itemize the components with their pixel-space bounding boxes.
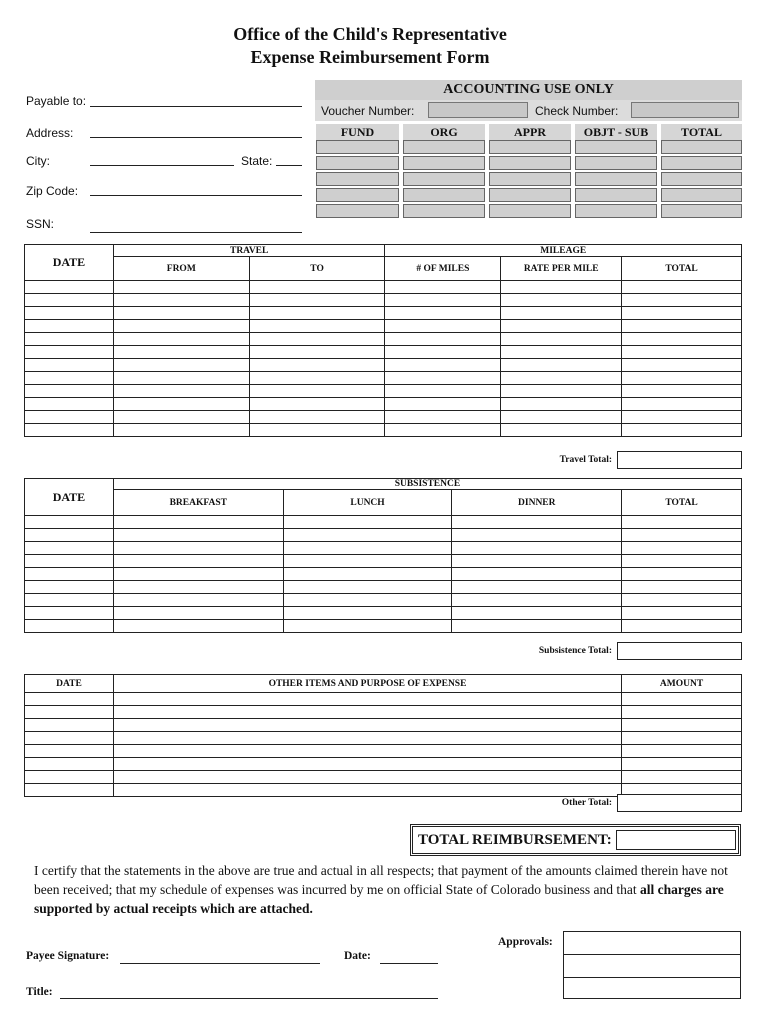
accounting-cell[interactable]	[316, 140, 399, 154]
table-cell[interactable]	[25, 281, 114, 294]
table-cell[interactable]	[501, 424, 622, 437]
table-cell[interactable]	[113, 411, 249, 424]
accounting-cell[interactable]	[575, 172, 657, 186]
table-cell[interactable]	[113, 529, 283, 542]
approval-line-1[interactable]	[564, 932, 740, 955]
mileage-group-header: MILEAGE	[385, 245, 742, 257]
table-cell[interactable]	[25, 516, 114, 529]
table-cell[interactable]	[501, 320, 622, 333]
table-cell[interactable]	[113, 333, 249, 346]
table-cell[interactable]	[113, 281, 249, 294]
table-cell[interactable]	[25, 719, 114, 732]
table-cell[interactable]	[622, 346, 742, 359]
travel-row	[25, 294, 742, 307]
table-cell[interactable]	[113, 359, 249, 372]
table-cell[interactable]	[113, 398, 249, 411]
table-cell[interactable]	[622, 555, 742, 568]
ssn-field[interactable]	[90, 232, 302, 233]
accounting-cell[interactable]	[403, 156, 485, 170]
table-cell[interactable]	[25, 771, 114, 784]
other-row	[25, 732, 742, 745]
table-cell[interactable]	[622, 281, 742, 294]
table-cell[interactable]	[501, 398, 622, 411]
table-cell[interactable]	[385, 372, 501, 385]
certification-text: I certify that the statements in the above are true and actual in all respects; that payment of the amounts claimed therein have not been received; that my schedule of expenses was incurred by me on official State of Colorado business and that	[34, 863, 728, 897]
travel-total-label: Travel Total:	[559, 455, 612, 465]
table-cell[interactable]	[385, 320, 501, 333]
state-label: State:	[241, 154, 273, 168]
zip-field[interactable]	[90, 195, 302, 196]
accounting-cell[interactable]	[575, 156, 657, 170]
subsistence-row	[25, 607, 742, 620]
other-total-label: Other Total:	[561, 798, 612, 808]
table-cell[interactable]	[25, 307, 114, 320]
table-cell[interactable]	[25, 706, 114, 719]
table-cell[interactable]	[25, 784, 114, 797]
table-cell[interactable]	[385, 398, 501, 411]
table-cell[interactable]	[622, 359, 742, 372]
payable-to-label: Payable to:	[26, 94, 87, 108]
other-row	[25, 758, 742, 771]
table-cell[interactable]	[622, 411, 742, 424]
table-cell[interactable]	[385, 333, 501, 346]
table-cell[interactable]	[622, 333, 742, 346]
table-cell[interactable]	[283, 555, 452, 568]
table-cell[interactable]	[283, 607, 452, 620]
table-cell[interactable]	[622, 568, 742, 581]
table-cell[interactable]	[113, 706, 621, 719]
accounting-cell[interactable]	[316, 204, 399, 218]
table-cell[interactable]	[622, 732, 742, 745]
subsistence-col-date: DATE	[25, 479, 114, 516]
table-cell[interactable]	[385, 294, 501, 307]
table-cell[interactable]	[622, 424, 742, 437]
accounting-cell[interactable]	[489, 140, 571, 154]
table-cell[interactable]	[113, 516, 283, 529]
table-cell[interactable]	[113, 693, 621, 706]
table-cell[interactable]	[113, 294, 249, 307]
accounting-cell[interactable]	[316, 172, 399, 186]
acct-col-fund: FUND	[316, 124, 399, 140]
other-items-table	[24, 674, 742, 797]
table-cell[interactable]	[25, 424, 114, 437]
subsistence-col-dinner: DINNER	[452, 490, 622, 516]
table-cell[interactable]	[622, 594, 742, 607]
table-cell[interactable]	[501, 411, 622, 424]
table-cell[interactable]	[25, 693, 114, 706]
travel-col-from: FROM	[113, 257, 249, 281]
table-cell[interactable]	[452, 529, 622, 542]
table-cell[interactable]	[452, 555, 622, 568]
table-cell[interactable]	[25, 758, 114, 771]
table-cell[interactable]	[113, 771, 621, 784]
table-cell[interactable]	[113, 607, 283, 620]
travel-col-total: TOTAL	[622, 257, 742, 281]
accounting-cell[interactable]	[403, 188, 485, 202]
voucher-number-label: Voucher Number:	[321, 104, 415, 118]
table-cell[interactable]	[25, 529, 114, 542]
table-cell[interactable]	[501, 359, 622, 372]
subsistence-col-breakfast: BREAKFAST	[113, 490, 283, 516]
subsistence-row	[25, 529, 742, 542]
table-cell[interactable]	[25, 398, 114, 411]
table-cell[interactable]	[385, 346, 501, 359]
table-cell[interactable]	[249, 424, 385, 437]
table-cell[interactable]	[25, 732, 114, 745]
ssn-label: SSN:	[26, 217, 55, 231]
table-cell[interactable]	[622, 719, 742, 732]
table-cell[interactable]	[622, 758, 742, 771]
table-cell[interactable]	[283, 594, 452, 607]
table-cell[interactable]	[385, 411, 501, 424]
subsistence-total-label: Subsistence Total:	[538, 646, 612, 656]
travel-row	[25, 359, 742, 372]
subsistence-group-header: SUBSISTENCE	[113, 479, 741, 490]
table-cell[interactable]	[622, 529, 742, 542]
check-number-label: Check Number:	[535, 104, 619, 118]
table-cell[interactable]	[113, 372, 249, 385]
subsistence-row	[25, 542, 742, 555]
certification-text-bold: all charges are supported by actual receipts which are attached.	[34, 882, 724, 916]
other-row	[25, 745, 742, 758]
title-field[interactable]	[60, 998, 438, 999]
subsistence-row	[25, 581, 742, 594]
acct-col-objt-sub: OBJT - SUB	[575, 124, 657, 140]
table-cell[interactable]	[622, 372, 742, 385]
table-cell[interactable]	[452, 620, 622, 633]
table-cell[interactable]	[25, 359, 114, 372]
table-cell[interactable]	[25, 333, 114, 346]
accounting-cell[interactable]	[489, 204, 571, 218]
table-cell[interactable]	[622, 581, 742, 594]
table-cell[interactable]	[283, 529, 452, 542]
table-cell[interactable]	[25, 294, 114, 307]
travel-row	[25, 398, 742, 411]
table-cell[interactable]	[385, 359, 501, 372]
table-cell[interactable]	[113, 320, 249, 333]
table-cell[interactable]	[622, 620, 742, 633]
other-row	[25, 719, 742, 732]
accounting-heading: ACCOUNTING USE ONLY	[315, 80, 742, 100]
accounting-cell[interactable]	[489, 172, 571, 186]
travel-row	[25, 333, 742, 346]
table-cell[interactable]	[622, 398, 742, 411]
state-field[interactable]	[276, 165, 302, 166]
subsistence-total-field[interactable]	[617, 642, 742, 660]
table-cell[interactable]	[25, 346, 114, 359]
other-total-field[interactable]	[617, 794, 742, 812]
table-cell[interactable]	[113, 784, 621, 797]
table-cell[interactable]	[113, 346, 249, 359]
travel-row	[25, 320, 742, 333]
other-row	[25, 693, 742, 706]
city-label: City:	[26, 154, 50, 168]
total-reimbursement-field[interactable]	[616, 830, 736, 850]
table-cell[interactable]	[25, 555, 114, 568]
table-cell[interactable]	[249, 294, 385, 307]
travel-row	[25, 281, 742, 294]
table-cell[interactable]	[622, 706, 742, 719]
table-cell[interactable]	[622, 307, 742, 320]
table-cell[interactable]	[501, 281, 622, 294]
table-cell[interactable]	[113, 307, 249, 320]
travel-row	[25, 346, 742, 359]
table-cell[interactable]	[249, 281, 385, 294]
acct-col-total: TOTAL	[661, 124, 742, 140]
travel-col-miles: # OF MILES	[385, 257, 501, 281]
subsistence-table	[24, 478, 742, 633]
address-label: Address:	[26, 126, 74, 140]
subsistence-col-lunch: LUNCH	[283, 490, 452, 516]
table-cell[interactable]	[283, 620, 452, 633]
table-cell[interactable]	[501, 385, 622, 398]
table-cell[interactable]	[249, 411, 385, 424]
other-col-amount: AMOUNT	[622, 675, 742, 693]
payee-signature-field[interactable]	[120, 963, 320, 964]
table-cell[interactable]	[622, 294, 742, 307]
other-col-purpose: OTHER ITEMS AND PURPOSE OF EXPENSE	[113, 675, 621, 693]
table-cell[interactable]	[113, 732, 621, 745]
table-cell[interactable]	[622, 320, 742, 333]
table-cell[interactable]	[25, 581, 114, 594]
subsistence-row	[25, 620, 742, 633]
table-cell[interactable]	[113, 758, 621, 771]
accounting-cell[interactable]	[575, 188, 657, 202]
address-field[interactable]	[90, 137, 302, 138]
table-cell[interactable]	[385, 385, 501, 398]
table-cell[interactable]	[622, 693, 742, 706]
subsistence-row	[25, 516, 742, 529]
accounting-cell[interactable]	[489, 188, 571, 202]
total-reimbursement-label: TOTAL REIMBURSEMENT:	[418, 832, 612, 848]
table-cell[interactable]	[622, 542, 742, 555]
table-cell[interactable]	[113, 594, 283, 607]
certification-statement	[34, 861, 734, 918]
table-cell[interactable]	[501, 307, 622, 320]
travel-row	[25, 372, 742, 385]
table-cell[interactable]	[452, 594, 622, 607]
accounting-cell[interactable]	[489, 156, 571, 170]
table-cell[interactable]	[113, 581, 283, 594]
accounting-cell[interactable]	[403, 172, 485, 186]
approvals-box	[563, 931, 741, 999]
table-cell[interactable]	[249, 307, 385, 320]
table-cell[interactable]	[113, 385, 249, 398]
table-cell[interactable]	[452, 516, 622, 529]
table-cell[interactable]	[622, 745, 742, 758]
table-cell[interactable]	[283, 568, 452, 581]
payee-signature-label: Payee Signature:	[26, 950, 110, 962]
table-cell[interactable]	[25, 620, 114, 633]
payable-to-field[interactable]	[90, 106, 302, 107]
table-cell[interactable]	[283, 581, 452, 594]
table-cell[interactable]	[452, 542, 622, 555]
travel-col-date: DATE	[25, 245, 114, 281]
approval-line-3[interactable]	[564, 978, 740, 1000]
other-row	[25, 706, 742, 719]
table-cell[interactable]	[452, 568, 622, 581]
table-cell[interactable]	[113, 555, 283, 568]
table-cell[interactable]	[501, 346, 622, 359]
table-cell[interactable]	[385, 281, 501, 294]
other-row	[25, 771, 742, 784]
table-cell[interactable]	[452, 581, 622, 594]
table-cell[interactable]	[113, 620, 283, 633]
travel-row	[25, 411, 742, 424]
signature-date-field[interactable]	[380, 963, 438, 964]
approval-line-2[interactable]	[564, 955, 740, 978]
accounting-cell[interactable]	[661, 188, 742, 202]
table-cell[interactable]	[622, 385, 742, 398]
table-cell[interactable]	[113, 424, 249, 437]
title-label: Title:	[26, 986, 53, 998]
travel-row	[25, 385, 742, 398]
table-cell[interactable]	[622, 516, 742, 529]
signature-date-label: Date:	[344, 950, 371, 962]
table-cell[interactable]	[25, 372, 114, 385]
accounting-cell[interactable]	[575, 204, 657, 218]
table-cell[interactable]	[283, 516, 452, 529]
accounting-cell[interactable]	[403, 140, 485, 154]
table-cell[interactable]	[283, 542, 452, 555]
accounting-cell[interactable]	[661, 140, 742, 154]
subsistence-row	[25, 568, 742, 581]
table-cell[interactable]	[113, 542, 283, 555]
table-cell[interactable]	[501, 372, 622, 385]
table-cell[interactable]	[249, 398, 385, 411]
form-title-line1: Office of the Child's Representative	[233, 24, 507, 44]
acct-col-org: ORG	[403, 124, 485, 140]
subsistence-row	[25, 555, 742, 568]
accounting-cell[interactable]	[661, 204, 742, 218]
table-cell[interactable]	[25, 745, 114, 758]
accounting-cell[interactable]	[316, 156, 399, 170]
other-col-date: DATE	[25, 675, 114, 693]
accounting-cell[interactable]	[316, 188, 399, 202]
form-title-line2: Expense Reimbursement Form	[250, 47, 490, 67]
travel-col-rate: RATE PER MILE	[501, 257, 622, 281]
table-cell[interactable]	[385, 307, 501, 320]
check-number-field[interactable]	[631, 102, 739, 118]
table-cell[interactable]	[622, 771, 742, 784]
table-cell[interactable]	[385, 424, 501, 437]
table-cell[interactable]	[25, 411, 114, 424]
table-cell[interactable]	[501, 333, 622, 346]
accounting-cell[interactable]	[661, 156, 742, 170]
subsistence-col-total: TOTAL	[622, 490, 742, 516]
table-cell[interactable]	[249, 333, 385, 346]
travel-row	[25, 424, 742, 437]
table-cell[interactable]	[501, 294, 622, 307]
table-cell[interactable]	[25, 385, 114, 398]
accounting-numbers-row	[315, 100, 742, 121]
accounting-cell[interactable]	[403, 204, 485, 218]
zip-label: Zip Code:	[26, 184, 79, 198]
approvals-label: Approvals:	[498, 936, 553, 948]
table-cell[interactable]	[25, 594, 114, 607]
travel-table	[24, 244, 742, 437]
table-cell[interactable]	[25, 542, 114, 555]
table-cell[interactable]	[249, 372, 385, 385]
total-reimbursement-box	[410, 824, 741, 856]
acct-col-appr: APPR	[489, 124, 571, 140]
voucher-number-field[interactable]	[428, 102, 528, 118]
travel-total-field[interactable]	[617, 451, 742, 469]
table-cell[interactable]	[25, 320, 114, 333]
table-cell[interactable]	[25, 568, 114, 581]
travel-row	[25, 307, 742, 320]
table-cell[interactable]	[249, 359, 385, 372]
table-cell[interactable]	[249, 320, 385, 333]
table-cell[interactable]	[452, 607, 622, 620]
accounting-cell[interactable]	[575, 140, 657, 154]
table-cell[interactable]	[113, 719, 621, 732]
travel-col-to: TO	[249, 257, 385, 281]
table-cell[interactable]	[249, 346, 385, 359]
table-cell[interactable]	[249, 385, 385, 398]
table-cell[interactable]	[25, 607, 114, 620]
table-cell[interactable]	[113, 745, 621, 758]
table-cell[interactable]	[622, 607, 742, 620]
accounting-cell[interactable]	[661, 172, 742, 186]
table-cell[interactable]	[113, 568, 283, 581]
city-field[interactable]	[90, 165, 234, 166]
travel-group-header: TRAVEL	[113, 245, 385, 257]
subsistence-row	[25, 594, 742, 607]
